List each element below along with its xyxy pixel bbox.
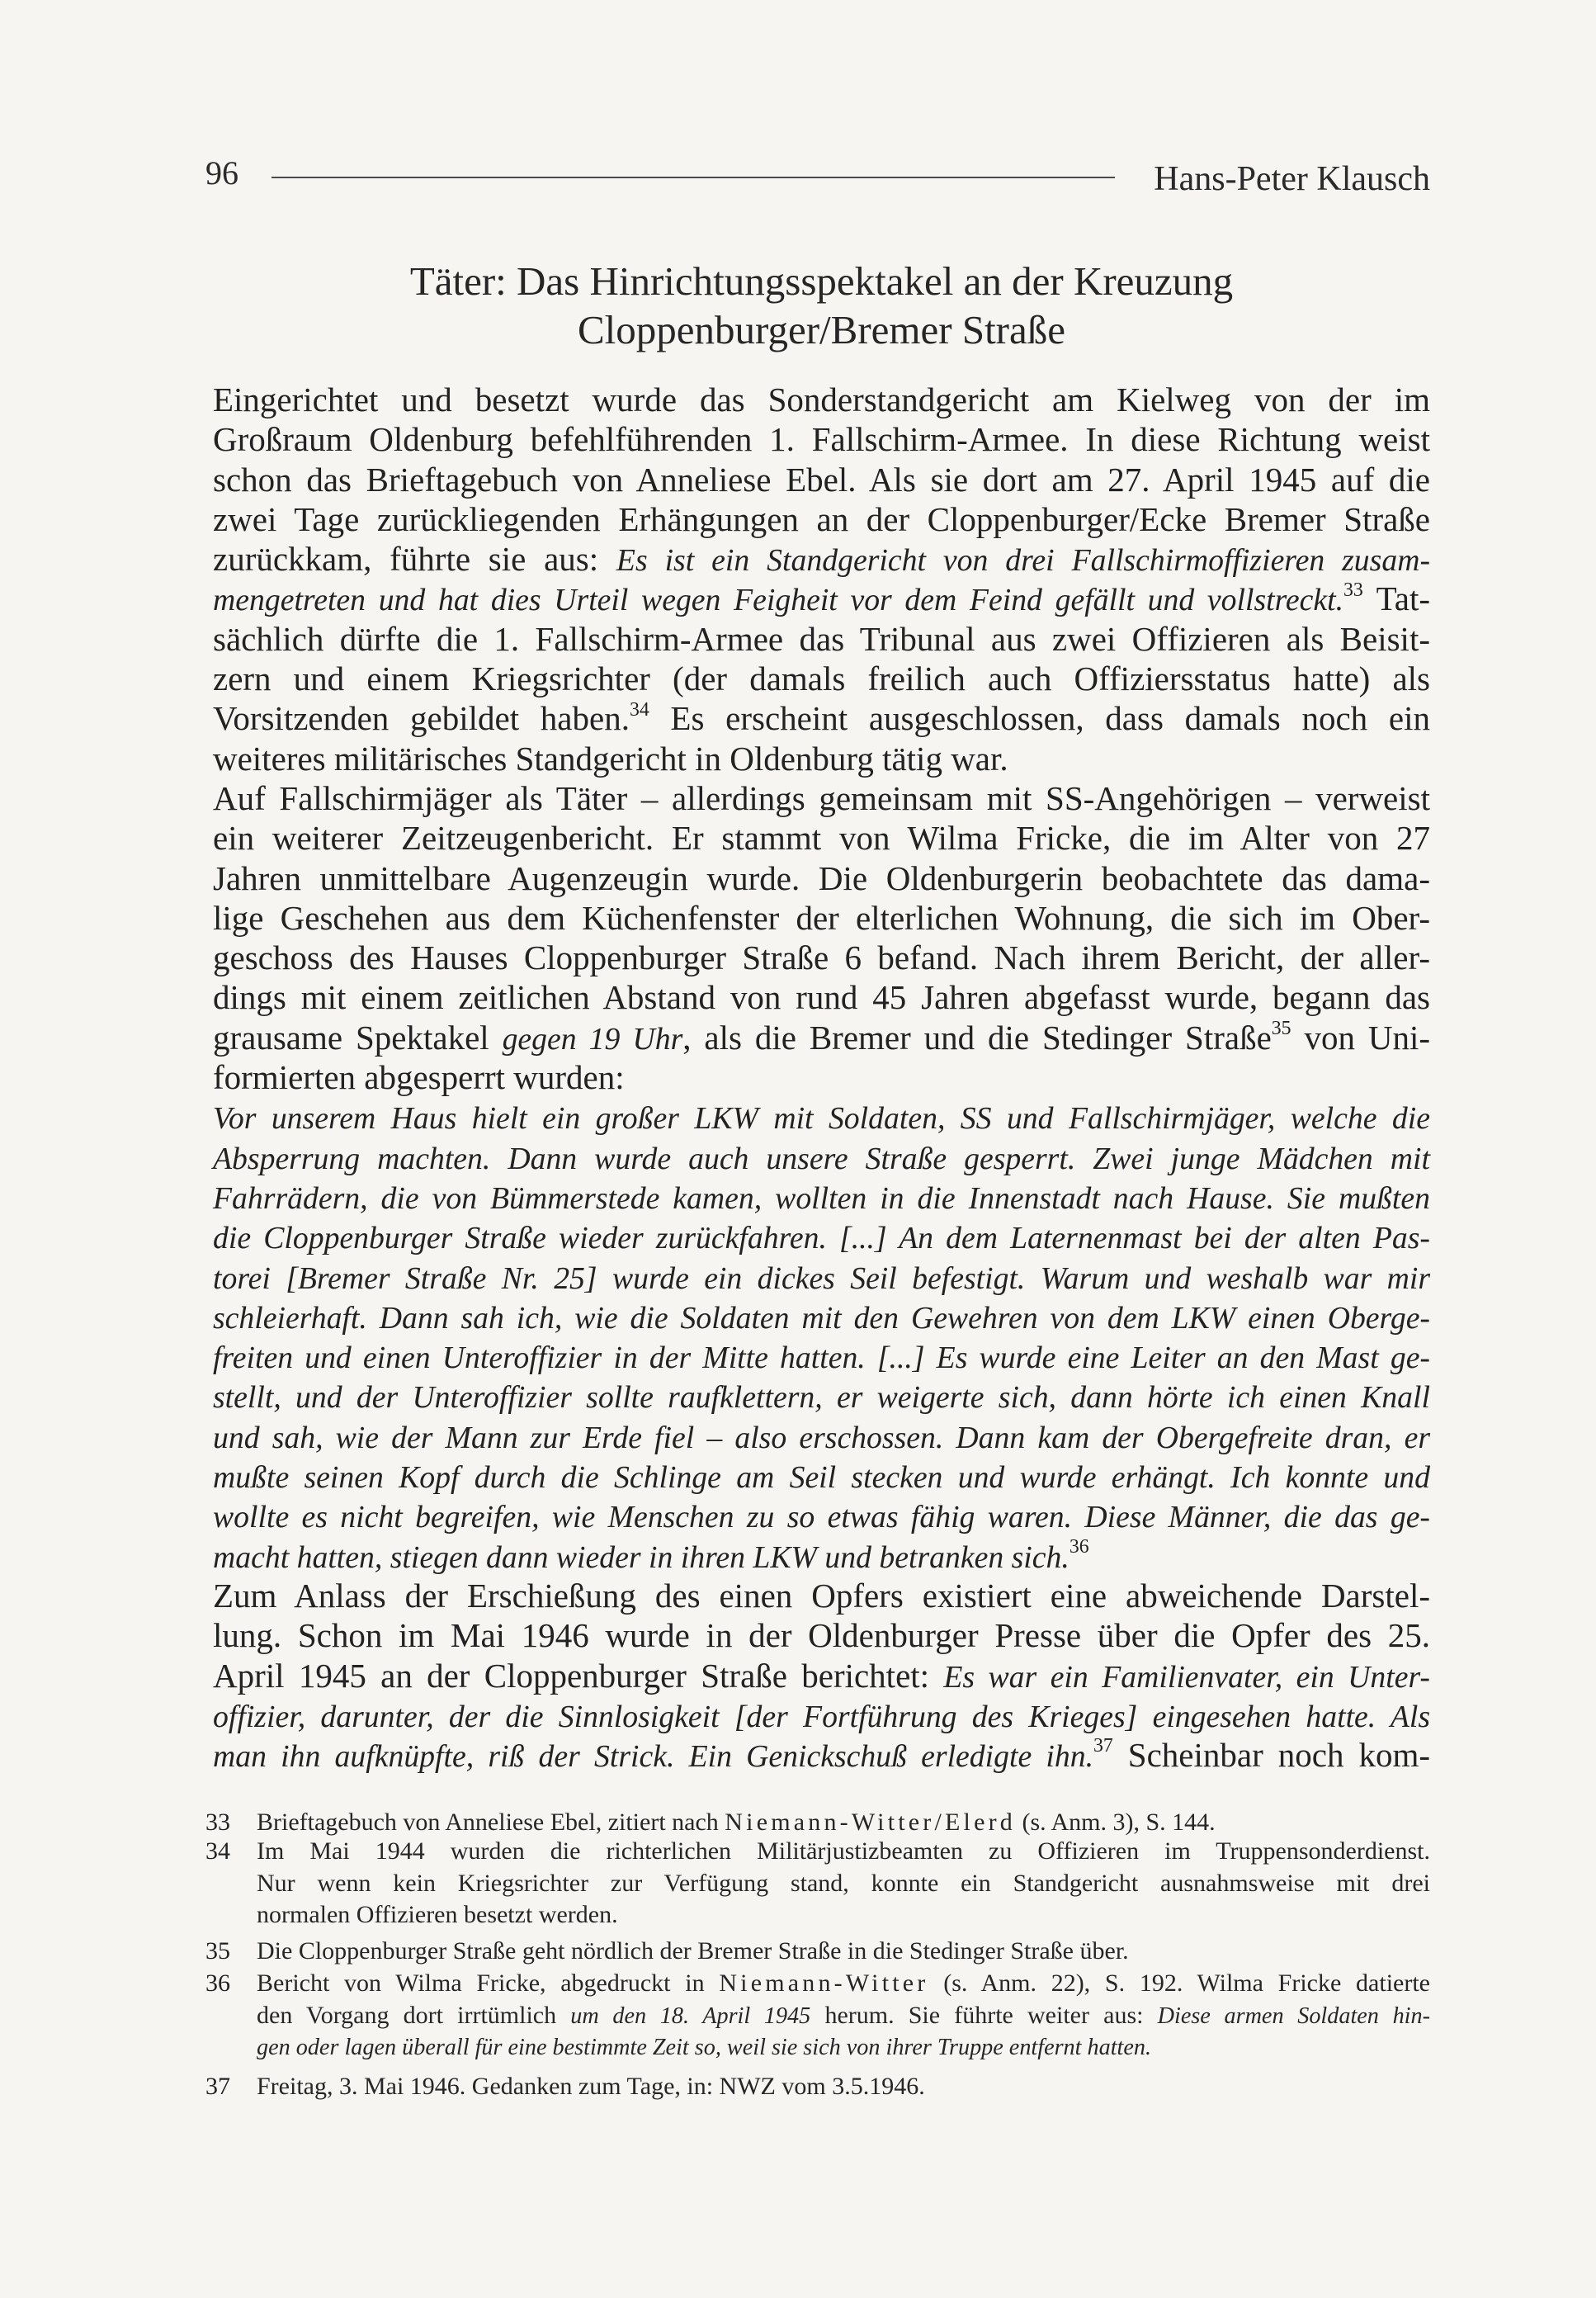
body-line — [213, 739, 1430, 778]
text-run: Es ist ein Standgericht von drei Fallschirmoffizieren zusam- — [616, 543, 1430, 579]
body-line — [213, 1137, 1430, 1177]
text-run: schon das Brieftagebuch von Anneliese Ebel. Als sie dort am 27. April 1945 auf die — [213, 460, 1430, 499]
text-run: macht hatten, stiegen dann wieder in ihren LKW und betranken sich. — [213, 1539, 1070, 1575]
body-line — [213, 1656, 1430, 1695]
footnote-number: 37 — [205, 2073, 230, 2100]
body-line — [213, 1057, 1430, 1097]
text-run: schleierhaft. Dann sah ich, wie die Soldaten mit den Gewehren von dem LKW einen Oberge- — [213, 1300, 1430, 1336]
text-run: torei [Bremer Straße Nr. 25] wurde ein dickes Seil befestigt. Warum und weshalb war mir — [213, 1260, 1430, 1296]
body-line — [213, 1416, 1430, 1456]
body-line — [213, 419, 1430, 459]
footnote-text — [257, 1968, 1430, 2064]
body-line — [213, 1576, 1430, 1615]
text-run: zern und einem Kriegsrichter (der damals freilich auch Offiziersstatus hatte) als — [213, 660, 1430, 698]
body-line — [213, 1536, 1430, 1576]
footnote-text — [257, 1807, 1430, 1839]
text-run: dings mit einem zeitlichen Abstand von rund 45 Jahren abgefasst wurde, begann das — [213, 978, 1430, 1017]
footnote-line — [257, 2031, 1430, 2064]
text-run: ein weiterer Zeitzeugenbericht. Er stammt von Wilma Fricke, die im Alter von 27 — [213, 819, 1430, 858]
text-run: freiten und einen Unteroffizier in der Mitte hatten. [...] Es wurde eine Leiter an den Mast ge- — [213, 1340, 1430, 1376]
text-run: Absperrung machten. Dann wurde auch unsere Straße gesperrt. Zwei junge Mädchen mit — [213, 1141, 1430, 1176]
footnote-reference: 35 — [1271, 1017, 1291, 1039]
body-line — [213, 619, 1430, 659]
footnote-number: 36 — [205, 1969, 230, 1997]
text-run: Es erscheint ausgeschlossen, dass damals noch ein — [649, 699, 1430, 738]
footnote-text — [257, 1936, 1430, 1968]
body-line — [213, 1695, 1430, 1735]
footnote-reference: 37 — [1093, 1735, 1113, 1757]
footnote-line — [257, 1936, 1430, 1968]
text-run: formierten abgesperrt wurden: — [213, 1058, 625, 1097]
section-title — [213, 257, 1430, 354]
body-line — [213, 778, 1430, 818]
text-run: Es war ein Familienvater, ein Unter- — [943, 1659, 1430, 1695]
body-line — [213, 1018, 1430, 1057]
footnote-line — [257, 1868, 1430, 1900]
text-run: Niemann-Witter — [719, 1969, 929, 1997]
text-run: um den 18. April 1945 — [570, 2002, 811, 2029]
text-run: von Uni- — [1291, 1018, 1430, 1057]
text-run: normalen Offizieren besetzt werden. — [257, 1901, 618, 1928]
text-run: sächlich dürfte die 1. Fallschirm-Armee das Tribunal aus zwei Offizieren als Beisit- — [213, 619, 1430, 658]
body-line — [213, 1735, 1430, 1775]
text-run: mußte seinen Kopf durch die Schlinge am Seil stecken und wurde erhängt. Ich konnte und — [213, 1460, 1430, 1496]
text-run: mengetreten und hat dies Urteil wegen Feigheit vor dem Feind gefällt und vollstreckt. — [213, 583, 1344, 618]
text-run: Fahrrädern, die von Bümmerstede kamen, wollten in die Innenstadt nach Hause. Sie mußten — [213, 1180, 1430, 1216]
footnote-text — [257, 2071, 1430, 2103]
body-line — [213, 898, 1430, 938]
section-title-line: Cloppenburger/Bremer Straße — [577, 307, 1065, 352]
text-run: April 1945 an der Cloppenburger Straße berichtet: — [213, 1656, 944, 1695]
text-run: Im Mai 1944 wurden die richterlichen Militärjustizbeamten zu Offizieren im Truppensonderdienst. — [257, 1837, 1430, 1865]
paragraph — [213, 1097, 1430, 1576]
body-line — [213, 1097, 1430, 1137]
running-head-author: Hans-Peter Klausch — [1154, 160, 1430, 198]
body-line — [213, 1297, 1430, 1336]
text-run: Scheinbar noch kom- — [1112, 1736, 1430, 1775]
footnote-line — [257, 1899, 1430, 1932]
text-run: Freitag, 3. Mai 1946. Gedanken zum Tage, in: NWZ vom 3.5.1946. — [257, 2073, 925, 2100]
text-run: Jahren unmittelbare Augenzeugin wurde. Die Oldenburgerin beobachtete das dama- — [213, 858, 1430, 897]
text-run: wollte es nicht begreifen, wie Menschen zu so etwas fähig waren. Diese Männer, die das ge- — [213, 1500, 1430, 1535]
text-run: und sah, wie der Mann zur Erde fiel – also erschossen. Dann kam der Obergefreite dran, er — [213, 1420, 1430, 1455]
text-run: geschoss des Hauses Cloppenburger Straße 6 befand. Nach ihrem Bericht, der aller- — [213, 939, 1430, 977]
text-run: die Cloppenburger Straße wieder zurückfahren. [...] An dem Laternenmast bei der alten Pas- — [213, 1221, 1430, 1256]
body-line — [213, 1336, 1430, 1376]
paragraph — [213, 380, 1430, 778]
text-run: Bericht von Wilma Fricke, abgedruckt in — [257, 1969, 720, 1997]
text-run: Vorsitzenden gebildet haben. — [213, 699, 630, 738]
body-line — [213, 499, 1430, 539]
text-run: stellt, und der Unteroffizier sollte raufklettern, er weigerte sich, dann hörte ich einen Knall — [213, 1380, 1430, 1416]
body-line — [213, 539, 1430, 579]
body-text — [213, 380, 1430, 1775]
body-line — [213, 938, 1430, 977]
body-line — [213, 1456, 1430, 1496]
text-run: (s. Anm. 3), S. 144. — [1015, 1809, 1216, 1836]
text-run: herum. Sie führte weiter aus: — [810, 2001, 1158, 2029]
text-run: Tat- — [1362, 579, 1430, 618]
paragraph — [213, 778, 1430, 1097]
footnote-line — [257, 1968, 1430, 2000]
footnote-number: 35 — [205, 1937, 230, 1965]
text-run: Zum Anlass der Erschießung des einen Opfers existiert eine abweichende Darstel- — [213, 1576, 1430, 1615]
text-run: Vor unserem Haus hielt ein großer LKW mit Soldaten, SS und Fallschirmjäger, welche die — [213, 1101, 1430, 1137]
body-line — [213, 460, 1430, 499]
footnote-line — [257, 2000, 1430, 2032]
body-line — [213, 1217, 1430, 1256]
text-run: lige Geschehen aus dem Küchenfenster der elterlichen Wohnung, die sich im Ober- — [213, 898, 1430, 937]
paragraph — [213, 1576, 1430, 1775]
text-run: offizier, darunter, der die Sinnlosigkeit [der Fortführung des Krieges] eingesehen hatte. Als — [213, 1699, 1430, 1734]
text-run: Nur wenn kein Kriegsrichter zur Verfügung stand, konnte ein Standgericht ausnahmsweise mit drei — [257, 1869, 1430, 1897]
body-line — [213, 579, 1430, 618]
body-line — [213, 659, 1430, 698]
text-run: , als die Bremer und die Stedinger Straße — [682, 1018, 1272, 1057]
footnote-number: 34 — [205, 1837, 230, 1865]
text-run: zwei Tage zurückliegenden Erhängungen an der Cloppenburger/Ecke Bremer Straße — [213, 499, 1430, 538]
text-run: lung. Schon im Mai 1946 wurde in der Oldenburger Presse über die Opfer des 25. — [213, 1616, 1430, 1655]
body-line — [213, 1496, 1430, 1535]
body-line — [213, 1177, 1430, 1217]
page-number: 96 — [205, 154, 238, 192]
footnote-line — [257, 1807, 1430, 1839]
body-line — [213, 1376, 1430, 1416]
text-run: Brieftagebuch von Anneliese Ebel, zitiert nach — [257, 1809, 725, 1836]
body-line — [213, 1257, 1430, 1297]
text-run: Auf Fallschirmjäger als Täter – allerdings gemeinsam mit SS-Angehörigen – verweist — [213, 778, 1430, 817]
text-run: Großraum Oldenburg befehlführenden 1. Fallschirm-Armee. In diese Richtung weist — [213, 420, 1430, 459]
text-run: weiteres militärisches Standgericht in Oldenburg tätig war. — [213, 739, 1008, 778]
running-head-rule — [272, 177, 1115, 178]
text-run: (s. Anm. 22), S. 192. Wilma Fricke datierte — [928, 1969, 1430, 1997]
text-run: den Vorgang dort irrtümlich — [257, 2001, 571, 2029]
body-line — [213, 1615, 1430, 1655]
body-line — [213, 698, 1430, 738]
footnote-reference: 34 — [629, 698, 649, 721]
footnote-text — [257, 1836, 1430, 1932]
text-run: gen oder lagen überall für eine bestimmte Zeit so, weil sie sich von ihrer Truppe entfernt hatten. — [257, 2035, 1152, 2060]
text-run: Diese armen Soldaten hin- — [1157, 2002, 1430, 2029]
footnote-reference: 33 — [1343, 579, 1363, 601]
body-line — [213, 977, 1430, 1017]
text-run: zurückkam, führte sie aus: — [213, 540, 616, 579]
text-run: grausame Spektakel — [213, 1018, 503, 1057]
body-line — [213, 858, 1430, 898]
text-run: Die Cloppenburger Straße geht nördlich der Bremer Straße in die Stedinger Straße über. — [257, 1937, 1129, 1965]
footnote-line — [257, 2071, 1430, 2103]
footnote-number: 33 — [205, 1809, 230, 1836]
text-run: Niemann-Witter/Elerd — [725, 1809, 1016, 1836]
footnote-line — [257, 1836, 1430, 1868]
footnote-reference: 36 — [1069, 1535, 1089, 1558]
text-run: Eingerichtet und besetzt wurde das Sonderstandgericht am Kielweg von der im — [213, 381, 1430, 418]
text-run: gegen 19 Uhr — [502, 1021, 683, 1057]
section-title-line: Täter: Das Hinrichtungsspektakel an der Kreuzung — [409, 258, 1234, 304]
text-run: man ihn aufknüpfte, riß der Strick. Ein Genickschuß erledigte ihn. — [213, 1739, 1094, 1775]
body-line — [213, 380, 1430, 419]
body-line — [213, 818, 1430, 858]
